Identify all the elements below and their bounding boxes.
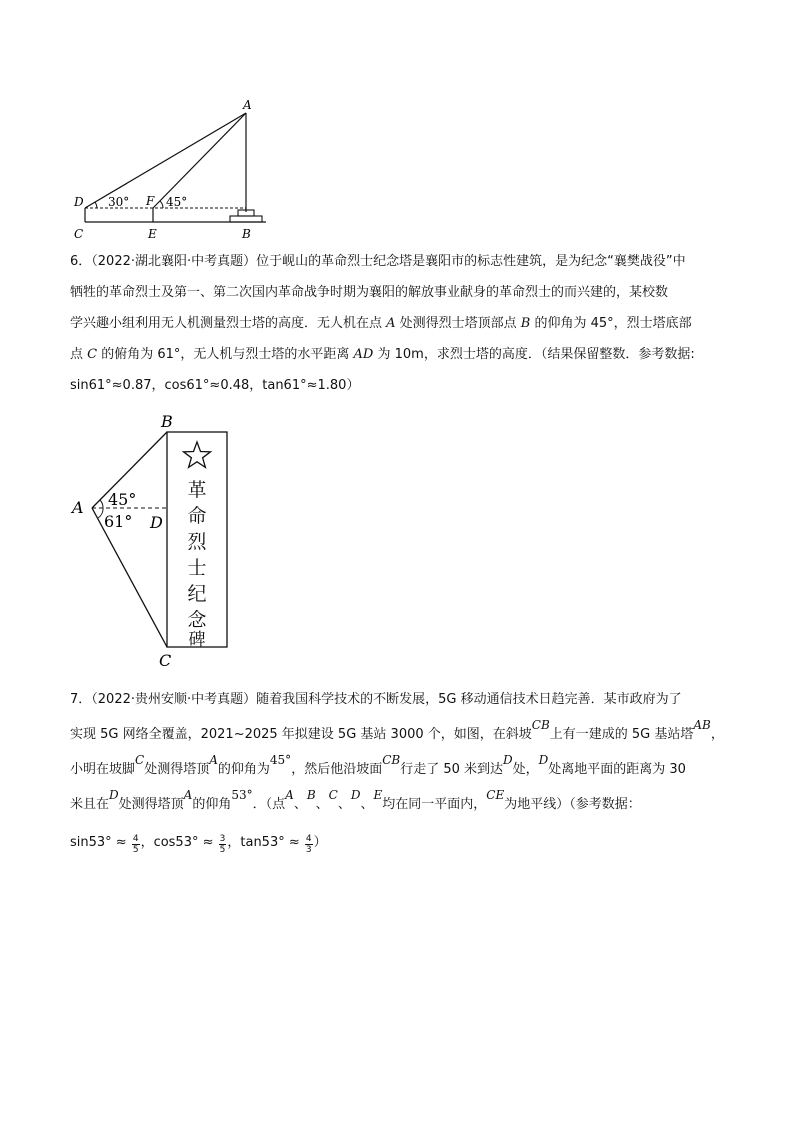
angle-45: 45° — [108, 490, 137, 509]
label-e: E — [148, 227, 157, 241]
tower-char: 念 — [187, 609, 207, 631]
tower-char: 纪 — [187, 583, 207, 605]
angle-45: 45° — [269, 753, 292, 767]
text: ，tan53° ≈ — [227, 835, 304, 850]
text: 点 — [70, 347, 88, 362]
numerator: 4 — [305, 834, 312, 844]
angle-53: 53° — [231, 788, 253, 802]
var-c: C — [135, 753, 145, 767]
text: ） — [313, 835, 327, 850]
label-c: C — [74, 227, 84, 241]
separator: 、 — [293, 797, 307, 812]
angle-arc-d — [95, 202, 97, 208]
text: 处测得塔顶 — [118, 797, 184, 812]
label-a: A — [243, 98, 252, 112]
figure-2 — [68, 410, 238, 672]
text: ．（点 — [252, 797, 286, 812]
angle-45: 45° — [166, 195, 188, 209]
var-c: C — [328, 788, 338, 802]
figure-1 — [70, 95, 280, 245]
var-ce: CE — [486, 788, 505, 802]
q6-line-1: 6．（2022·湖北襄阳·中考真题）位于岘山的革命烈士纪念塔是襄阳市的标志性建筑，是为纪念“襄樊战役”中 — [70, 254, 686, 269]
question-7 — [70, 683, 730, 860]
q6-line-5: sin61°≈0.87，cos61°≈0.48，tan61°≈1.80） — [70, 378, 360, 393]
separator: 、 — [315, 797, 329, 812]
denominator: 5 — [219, 845, 226, 855]
label-b: B — [161, 412, 173, 431]
question-6 — [70, 246, 730, 401]
text: 为 10m，求烈士塔的高度．（结果保留整数．参考数据: — [373, 347, 695, 362]
line-d-a — [85, 113, 246, 208]
label-f: F — [146, 194, 155, 208]
q7-line-4 — [70, 787, 730, 822]
var-d: D — [503, 753, 513, 767]
var-d: D — [538, 753, 549, 767]
text: 的俯角为 61°，无人机与烈士塔的水平距离 — [97, 347, 354, 362]
angle-arc-up — [100, 500, 103, 508]
q6-line-4 — [70, 339, 730, 370]
text: 处离地平面的距离为 30 — [548, 762, 686, 777]
text: 的仰角为 — [217, 762, 270, 777]
tower-base — [230, 216, 262, 222]
text: 行走了 50 米到达 — [400, 762, 504, 777]
q7-line-1: 7．（2022·贵州安顺·中考真题）随着我国科学技术的不断发展，5G 移动通信技术日趋完善．某市政府为了 — [70, 692, 682, 707]
text: ， — [710, 727, 724, 742]
fraction — [219, 834, 227, 855]
var-cb: CB — [382, 753, 401, 767]
var-ab: AB — [693, 718, 711, 732]
text: 小明在坡脚 — [70, 762, 136, 777]
text: 的仰角 — [192, 797, 232, 812]
text: 上有一建成的 5G 基站塔 — [549, 727, 694, 742]
q7-line-3 — [70, 752, 730, 787]
text: 米且在 — [70, 797, 110, 812]
var-b: B — [520, 316, 531, 331]
tower-char: 烈 — [187, 531, 207, 553]
fraction — [132, 834, 140, 855]
numerator: 4 — [132, 834, 139, 844]
text: 处， — [512, 762, 539, 777]
var-a: A — [386, 316, 396, 331]
star-icon — [184, 442, 211, 467]
var-a: A — [183, 788, 193, 802]
angle-arc-f — [160, 201, 163, 208]
var-a: A — [285, 788, 294, 802]
text: ，然后他沿坡面 — [291, 762, 383, 777]
line-f-a — [153, 113, 246, 208]
numerator: 3 — [219, 834, 226, 844]
tower-char: 碑 — [188, 630, 206, 650]
text: 实现 5G 网络全覆盖，2021~2025 年拟建设 5G 基站 3000 个，如图，在斜坡 — [70, 727, 532, 742]
text: ，cos53° ≈ — [140, 835, 218, 850]
text: 处测得塔顶 — [144, 762, 210, 777]
tower-char: 士 — [187, 557, 207, 579]
tower-inscription — [187, 479, 207, 650]
var-a: A — [209, 753, 218, 767]
var-d: D — [350, 788, 361, 802]
label-d: D — [74, 195, 84, 209]
text: 处测得烈士塔顶部点 — [395, 316, 521, 331]
q7-reference-data — [70, 826, 730, 860]
denominator: 3 — [305, 845, 312, 855]
denominator: 5 — [132, 845, 139, 855]
var-cb: CB — [531, 718, 550, 732]
text: sin53° ≈ — [70, 835, 131, 850]
angle-61: 61° — [104, 512, 133, 531]
var-d: D — [109, 788, 119, 802]
label-d: D — [150, 513, 163, 532]
tower-char: 命 — [187, 505, 207, 527]
q6-line-3 — [70, 308, 730, 339]
q7-line-2 — [70, 717, 730, 752]
label-a: A — [72, 498, 84, 517]
var-ad: AD — [353, 347, 374, 362]
label-c: C — [159, 651, 172, 670]
separator: 、 — [360, 797, 374, 812]
text: 的仰角为 45°，烈士塔底部 — [530, 316, 692, 331]
q6-line-2: 牺牲的革命烈士及第一、第二次国内革命战争时期为襄阳的解放事业献身的革命烈士的而兴建的，某校数 — [70, 285, 669, 300]
label-b: B — [242, 227, 251, 241]
text: 均在同一平面内， — [382, 797, 487, 812]
separator: 、 — [337, 797, 351, 812]
text: 学兴趣小组利用无人机测量烈士塔的高度．无人机在点 — [70, 316, 387, 331]
tower-char: 革 — [187, 479, 207, 501]
text: 为地平线）（参考数据： — [504, 797, 641, 812]
fraction — [305, 834, 313, 855]
var-c: C — [87, 347, 98, 362]
angle-30: 30° — [108, 195, 130, 209]
var-e: E — [373, 788, 383, 802]
angle-arc-down — [98, 508, 103, 518]
var-b: B — [306, 788, 316, 802]
